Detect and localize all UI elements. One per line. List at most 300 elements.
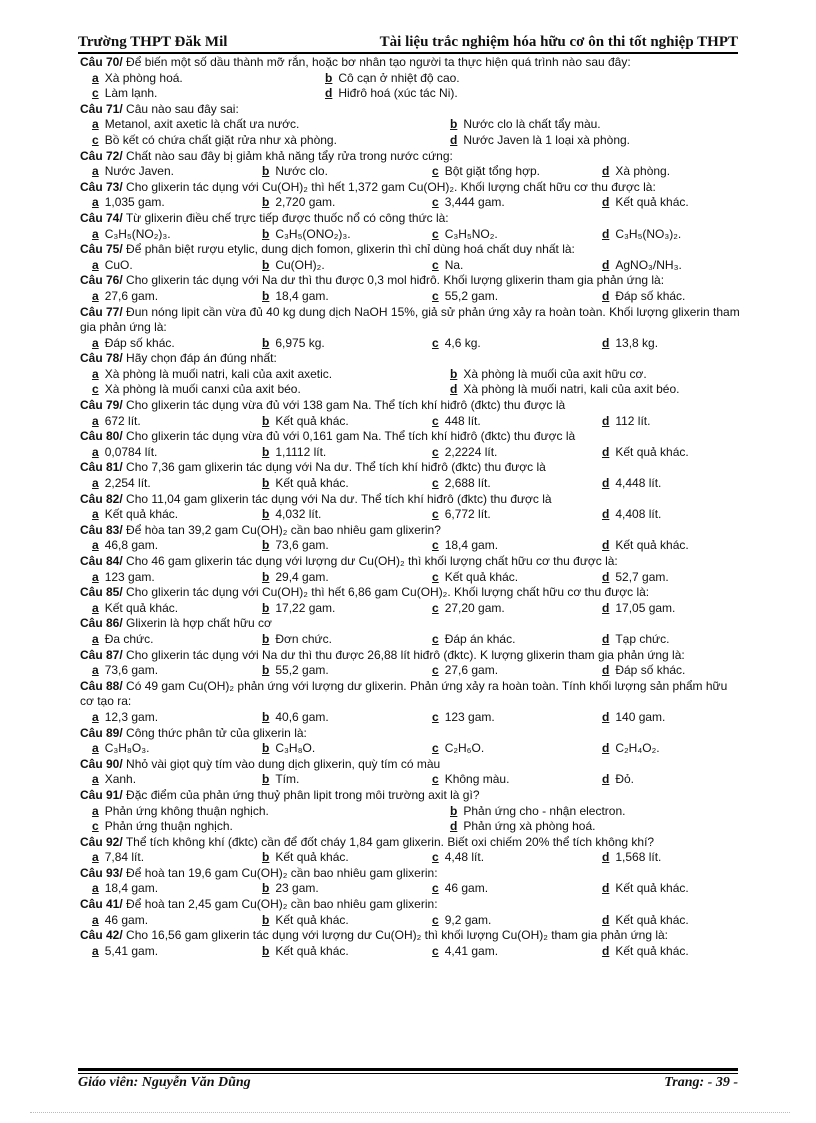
answer-option bbox=[262, 663, 329, 679]
answer-option bbox=[92, 476, 151, 492]
option-text: 18,4 gam. bbox=[275, 288, 329, 303]
question-text: Cho 46 gam glixerin tác dụng với lượng dư Cu(OH)₂ thì khối lượng chất hữu cơ thu được là: bbox=[126, 554, 618, 568]
question-text: Công thức phân tử của glixerin là: bbox=[126, 725, 307, 740]
option-letter: b bbox=[325, 70, 333, 85]
option-letter: d bbox=[602, 195, 610, 210]
question-text: Câu nào sau đây sai: bbox=[126, 101, 239, 116]
options-row bbox=[80, 819, 740, 835]
option-text: Làm lạnh. bbox=[104, 86, 158, 101]
answer-option bbox=[602, 538, 689, 554]
options-row bbox=[80, 570, 740, 586]
answer-option bbox=[432, 710, 495, 726]
answer-option bbox=[92, 710, 158, 726]
option-text: 2,688 lít. bbox=[444, 476, 491, 491]
question-stem bbox=[80, 102, 740, 118]
answer-option bbox=[262, 741, 315, 757]
question-stem bbox=[80, 835, 740, 851]
answer-option bbox=[602, 944, 689, 960]
options-row bbox=[80, 195, 740, 211]
question-text: Hãy chọn đáp án đúng nhất: bbox=[126, 351, 277, 366]
answer-option bbox=[92, 881, 158, 897]
option-text: Nước Javen. bbox=[104, 164, 174, 179]
question-text: Cho glixerin tác dụng với Cu(OH)₂ thì hết 6,86 gam Cu(OH)₂. Khối lượng chất hữu cơ thu được là: bbox=[126, 585, 650, 600]
option-letter: a bbox=[92, 226, 99, 241]
option-text: 4,41 gam. bbox=[444, 943, 499, 958]
option-letter: d bbox=[602, 444, 610, 459]
option-letter: d bbox=[602, 631, 610, 646]
answer-option bbox=[602, 507, 661, 523]
option-text: 27,20 gam. bbox=[444, 600, 505, 615]
option-letter: c bbox=[432, 881, 439, 896]
option-text: C₃H₈O₃. bbox=[104, 741, 150, 756]
option-letter: d bbox=[602, 226, 610, 241]
answer-option bbox=[92, 336, 175, 352]
option-letter: b bbox=[262, 912, 270, 927]
question-stem bbox=[80, 788, 740, 804]
option-text: Kết quả khác. bbox=[615, 444, 689, 459]
document-title: Tài liệu trắc nghiệm hóa hữu cơ ôn thi tốt nghiệp THPT bbox=[379, 34, 738, 50]
answer-option bbox=[432, 289, 498, 305]
options-row bbox=[80, 414, 740, 430]
question-list bbox=[80, 55, 740, 959]
options-row bbox=[80, 71, 740, 87]
options-row bbox=[80, 632, 740, 648]
question-number: Câu 87/ bbox=[80, 647, 123, 662]
answer-option bbox=[92, 741, 149, 757]
question-block bbox=[80, 585, 740, 616]
answer-option bbox=[432, 336, 481, 352]
question-block bbox=[80, 460, 740, 491]
question-block bbox=[80, 757, 740, 788]
answer-option bbox=[262, 570, 329, 586]
option-text: Phản ứng thuận nghịch. bbox=[104, 819, 233, 834]
question-number: Câu 93/ bbox=[80, 865, 123, 880]
answer-option bbox=[92, 538, 158, 554]
option-letter: b bbox=[262, 257, 270, 272]
option-text: C₂H₄O₂. bbox=[615, 741, 660, 756]
answer-option bbox=[602, 289, 685, 305]
answer-option bbox=[432, 538, 498, 554]
question-text: Đun nóng lipit cần vừa đủ 40 kg dung dịch NaOH 15%, giả sử phản ứng xảy ra hoàn toàn. Khối lượng glixerin tham gia phản ứng là: bbox=[80, 304, 740, 335]
question-number: Câu 85/ bbox=[80, 585, 123, 600]
answer-option bbox=[92, 850, 144, 866]
option-text: Hiđrô hoá (xúc tác Ni). bbox=[338, 86, 458, 101]
question-text: Glixerin là hợp chất hữu cơ bbox=[126, 616, 272, 631]
option-text: Nước clo là chất tẩy màu. bbox=[463, 117, 601, 132]
option-letter: b bbox=[262, 335, 270, 350]
option-text: 123 gam. bbox=[104, 569, 155, 584]
option-letter: d bbox=[602, 335, 610, 350]
option-letter: b bbox=[262, 569, 270, 584]
option-text: 4,6 kg. bbox=[444, 335, 481, 350]
answer-option bbox=[92, 804, 269, 820]
question-stem bbox=[80, 616, 740, 632]
option-letter: a bbox=[92, 772, 99, 787]
option-letter: b bbox=[262, 741, 270, 756]
option-letter: d bbox=[450, 132, 458, 147]
question-number: Câu 77/ bbox=[80, 304, 123, 319]
options-row bbox=[80, 507, 740, 523]
options-row bbox=[80, 476, 740, 492]
option-text: Đáp số khác. bbox=[104, 335, 175, 350]
question-stem bbox=[80, 305, 740, 336]
option-text: 6,772 lít. bbox=[444, 507, 491, 522]
option-letter: a bbox=[92, 709, 99, 724]
option-letter: a bbox=[92, 850, 99, 865]
answer-option bbox=[602, 476, 661, 492]
option-text: 73,6 gam. bbox=[104, 663, 159, 678]
options-row bbox=[80, 336, 740, 352]
question-stem bbox=[80, 679, 740, 710]
answer-option bbox=[602, 164, 670, 180]
option-letter: c bbox=[432, 164, 439, 179]
answer-option bbox=[450, 117, 601, 133]
option-text: 12,3 gam. bbox=[104, 709, 159, 724]
option-text: 140 gam. bbox=[615, 709, 666, 724]
question-stem bbox=[80, 928, 740, 944]
option-text: 4,408 lít. bbox=[615, 507, 662, 522]
option-text: 52,7 gam. bbox=[615, 569, 669, 584]
question-block bbox=[80, 835, 740, 866]
option-text: 73,6 gam. bbox=[275, 538, 329, 553]
question-block bbox=[80, 616, 740, 647]
option-text: C₃H₈O. bbox=[275, 741, 316, 756]
options-row bbox=[80, 258, 740, 274]
options-row bbox=[80, 133, 740, 149]
question-text: Chất nào sau đây bị giảm khả năng tẩy rửa trong nước cứng: bbox=[126, 148, 453, 163]
option-letter: b bbox=[262, 772, 270, 787]
option-letter: a bbox=[92, 663, 99, 678]
option-letter: c bbox=[432, 741, 439, 756]
question-block bbox=[80, 726, 740, 757]
answer-option bbox=[602, 258, 682, 274]
answer-option bbox=[432, 445, 497, 461]
option-letter: b bbox=[262, 663, 270, 678]
answer-option bbox=[432, 258, 463, 274]
question-block bbox=[80, 679, 740, 726]
answer-option bbox=[92, 445, 157, 461]
question-text: Cho 11,04 gam glixerin tác dụng với Na dư. Thể tích khí hiđrô (đktc) thu được là bbox=[126, 491, 552, 506]
option-text: Đỏ. bbox=[615, 772, 635, 787]
option-letter: d bbox=[602, 912, 610, 927]
option-text: Kết quả khác. bbox=[275, 943, 349, 958]
option-letter: c bbox=[432, 288, 439, 303]
option-letter: d bbox=[450, 382, 458, 397]
answer-option bbox=[92, 414, 141, 430]
option-text: 7,84 lít. bbox=[104, 850, 145, 865]
option-text: 2,254 lít. bbox=[104, 476, 151, 491]
answer-option bbox=[262, 476, 349, 492]
options-row bbox=[80, 804, 740, 820]
option-text: 23 gam. bbox=[275, 881, 319, 896]
question-text: Cho 16,56 gam glixerin tác dụng với lượng dư Cu(OH)₂ thì khối lượng Cu(OH)₂ tham gia phản ứng là: bbox=[126, 928, 668, 943]
option-letter: d bbox=[602, 600, 610, 615]
question-text: Để hoà tan 19,6 gam Cu(OH)₂ cần bao nhiêu gam glixerin: bbox=[126, 865, 438, 880]
option-text: 9,2 gam. bbox=[444, 912, 492, 927]
question-block bbox=[80, 554, 740, 585]
options-row bbox=[80, 772, 740, 788]
option-letter: c bbox=[92, 819, 99, 834]
option-letter: c bbox=[432, 476, 439, 491]
options-row bbox=[80, 913, 740, 929]
answer-option bbox=[602, 414, 650, 430]
option-text: Kết quả khác. bbox=[275, 912, 349, 927]
option-letter: b bbox=[450, 803, 458, 818]
question-text: Để hoà tan 2,45 gam Cu(OH)₂ cần bao nhiêu gam glixerin: bbox=[126, 897, 438, 912]
option-letter: a bbox=[92, 569, 99, 584]
option-text: 3,444 gam. bbox=[444, 195, 505, 210]
answer-option bbox=[432, 913, 491, 929]
question-block bbox=[80, 305, 740, 352]
question-block bbox=[80, 866, 740, 897]
footer-rule bbox=[78, 1068, 738, 1071]
answer-option bbox=[262, 507, 321, 523]
answer-option bbox=[262, 632, 332, 648]
answer-option bbox=[262, 336, 325, 352]
question-text: Có 49 gam Cu(OH)₂ phản ứng với lượng dư glixerin. Phản ứng xảy ra hoàn toàn. Tính khối lượng sản phẩm hữu cơ tạo ra: bbox=[80, 678, 728, 709]
answer-option bbox=[92, 819, 233, 835]
question-number: Câu 78/ bbox=[80, 351, 123, 366]
answer-option bbox=[602, 570, 669, 586]
answer-option bbox=[432, 414, 481, 430]
option-text: Kết quả khác. bbox=[104, 600, 179, 615]
option-letter: a bbox=[92, 507, 99, 522]
option-text: AgNO₃/NH₃. bbox=[615, 257, 682, 272]
question-number: Câu 88/ bbox=[80, 678, 123, 693]
answer-option bbox=[92, 71, 183, 87]
option-text: 0,0784 lít. bbox=[104, 444, 158, 459]
question-number: Câu 42/ bbox=[80, 928, 123, 943]
option-letter: c bbox=[432, 257, 439, 272]
option-text: Bồ kết có chứa chất giặt rửa như xà phòng. bbox=[104, 132, 337, 147]
answer-option bbox=[450, 804, 625, 820]
option-text: Kết quả khác. bbox=[275, 850, 349, 865]
option-letter: b bbox=[262, 850, 270, 865]
question-block bbox=[80, 211, 740, 242]
question-block bbox=[80, 398, 740, 429]
question-text: Cho 7,36 gam glixerin tác dụng với Na dư. Thể tích khí hiđrô (đktc) thu được là bbox=[126, 460, 546, 475]
option-letter: a bbox=[92, 70, 99, 85]
option-text: 1,035 gam. bbox=[104, 195, 165, 210]
option-text: Kết quả khác. bbox=[275, 476, 349, 491]
option-letter: a bbox=[92, 741, 99, 756]
option-letter: c bbox=[432, 709, 439, 724]
question-text: Nhỏ vài giọt quỳ tím vào dung dịch glixerin, quỳ tím có màu bbox=[126, 756, 441, 771]
question-number: Câu 75/ bbox=[80, 242, 123, 257]
option-letter: c bbox=[92, 86, 99, 101]
option-text: Tạp chức. bbox=[615, 631, 670, 646]
answer-option bbox=[602, 710, 665, 726]
option-text: Xà phòng là muối canxi của axit béo. bbox=[104, 382, 301, 397]
option-text: Cô cạn ở nhiệt độ cao. bbox=[338, 70, 460, 85]
option-letter: b bbox=[262, 631, 270, 646]
question-stem bbox=[80, 242, 740, 258]
option-letter: d bbox=[602, 881, 610, 896]
question-stem bbox=[80, 897, 740, 913]
option-letter: a bbox=[92, 912, 99, 927]
options-row bbox=[80, 117, 740, 133]
question-block bbox=[80, 351, 740, 398]
answer-option bbox=[262, 414, 349, 430]
answer-option bbox=[602, 772, 634, 788]
question-number: Câu 90/ bbox=[80, 756, 123, 771]
option-text: 448 lít. bbox=[444, 413, 481, 428]
question-block bbox=[80, 55, 740, 102]
option-text: 1,1112 lít. bbox=[275, 444, 327, 459]
option-letter: d bbox=[602, 772, 610, 787]
answer-option bbox=[262, 710, 329, 726]
option-letter: c bbox=[432, 772, 439, 787]
options-row bbox=[80, 741, 740, 757]
answer-option bbox=[92, 258, 133, 274]
option-text: 4,448 lít. bbox=[615, 476, 662, 491]
option-letter: c bbox=[432, 850, 439, 865]
option-letter: b bbox=[262, 444, 270, 459]
answer-option bbox=[262, 289, 329, 305]
question-block bbox=[80, 788, 740, 835]
option-text: 18,4 gam. bbox=[104, 881, 159, 896]
option-text: Không màu. bbox=[444, 772, 510, 787]
option-letter: c bbox=[92, 132, 99, 147]
option-letter: c bbox=[432, 912, 439, 927]
option-letter: b bbox=[262, 413, 270, 428]
option-text: 112 lít. bbox=[615, 413, 651, 428]
question-stem bbox=[80, 648, 740, 664]
option-letter: d bbox=[602, 538, 610, 553]
answer-option bbox=[92, 382, 301, 398]
options-row bbox=[80, 881, 740, 897]
answer-option bbox=[602, 336, 658, 352]
option-letter: a bbox=[92, 195, 99, 210]
options-row bbox=[80, 663, 740, 679]
page-header bbox=[78, 34, 738, 54]
answer-option bbox=[432, 944, 498, 960]
answer-option bbox=[262, 258, 325, 274]
option-text: 17,05 gam. bbox=[615, 600, 676, 615]
option-text: Xà phòng. bbox=[615, 164, 671, 179]
answer-option bbox=[325, 71, 460, 87]
option-letter: a bbox=[92, 631, 99, 646]
question-block bbox=[80, 429, 740, 460]
option-letter: a bbox=[92, 600, 99, 615]
answer-option bbox=[262, 164, 328, 180]
options-row bbox=[80, 445, 740, 461]
option-text: Xà phòng là muối của axit hữu cơ. bbox=[463, 366, 647, 381]
answer-option bbox=[92, 772, 136, 788]
option-letter: b bbox=[262, 538, 270, 553]
answer-option bbox=[92, 133, 337, 149]
option-text: C₃H₅(ONO₂)₃. bbox=[275, 226, 351, 241]
option-letter: c bbox=[92, 382, 99, 397]
question-block bbox=[80, 897, 740, 928]
option-text: Đáp án khác. bbox=[444, 631, 516, 646]
option-text: 17,22 gam. bbox=[275, 600, 336, 615]
answer-option bbox=[262, 944, 349, 960]
option-letter: a bbox=[92, 164, 99, 179]
question-stem bbox=[80, 398, 740, 414]
answer-option bbox=[262, 227, 351, 243]
options-row bbox=[80, 382, 740, 398]
option-letter: a bbox=[92, 335, 99, 350]
answer-option bbox=[262, 445, 326, 461]
answer-option bbox=[92, 632, 153, 648]
answer-option bbox=[432, 570, 518, 586]
answer-option bbox=[602, 881, 689, 897]
option-text: C₃H₅(NO₂)₃. bbox=[104, 226, 171, 241]
options-row bbox=[80, 164, 740, 180]
option-text: Nước clo. bbox=[275, 164, 328, 179]
answer-option bbox=[432, 772, 509, 788]
answer-option bbox=[92, 663, 158, 679]
question-stem bbox=[80, 757, 740, 773]
answer-option bbox=[92, 117, 299, 133]
question-stem bbox=[80, 273, 740, 289]
answer-option bbox=[92, 913, 148, 929]
option-text: Xà phòng là muối natri, kali của axit béo. bbox=[463, 382, 680, 397]
option-text: Kết quả khác. bbox=[615, 912, 689, 927]
question-number: Câu 81/ bbox=[80, 460, 123, 475]
question-block bbox=[80, 523, 740, 554]
header-rule bbox=[78, 52, 738, 54]
option-text: Kết quả khác. bbox=[104, 507, 179, 522]
answer-option bbox=[432, 741, 484, 757]
option-text: Tím. bbox=[275, 772, 300, 787]
page-footer bbox=[78, 1075, 738, 1095]
answer-option bbox=[92, 570, 155, 586]
answer-option bbox=[92, 944, 158, 960]
option-text: 123 gam. bbox=[444, 709, 495, 724]
option-text: Kết quả khác. bbox=[615, 195, 689, 210]
option-text: 29,4 gam. bbox=[275, 569, 329, 584]
question-stem bbox=[80, 55, 740, 71]
option-letter: b bbox=[262, 881, 270, 896]
option-text: 2,2224 lít. bbox=[444, 444, 498, 459]
question-block bbox=[80, 648, 740, 679]
option-letter: b bbox=[262, 507, 270, 522]
option-text: 13,8 kg. bbox=[615, 335, 659, 350]
question-text: Từ glixerin điều chế trực tiếp được thuốc nổ có công thức là: bbox=[125, 210, 449, 225]
option-text: Phản ứng cho - nhận electron. bbox=[463, 803, 626, 818]
option-letter: c bbox=[432, 226, 439, 241]
question-text: Cho glixerin tác dụng với Cu(OH)₂ thì hết 1,372 gam Cu(OH)₂. Khối lượng chất hữu cơ thu được là: bbox=[126, 179, 656, 194]
option-letter: a bbox=[92, 117, 99, 132]
option-text: 27,6 gam. bbox=[444, 663, 499, 678]
options-row bbox=[80, 850, 740, 866]
option-letter: a bbox=[92, 476, 99, 491]
option-letter: d bbox=[602, 943, 610, 958]
question-stem bbox=[80, 726, 740, 742]
option-letter: c bbox=[432, 444, 439, 459]
option-letter: d bbox=[325, 86, 333, 101]
option-text: Kết quả khác. bbox=[615, 538, 689, 553]
question-stem bbox=[80, 585, 740, 601]
question-number: Câu 92/ bbox=[80, 834, 123, 849]
answer-option bbox=[92, 86, 157, 102]
question-stem bbox=[80, 429, 740, 445]
option-letter: a bbox=[92, 538, 99, 553]
option-letter: b bbox=[262, 476, 270, 491]
option-text: 55,2 gam. bbox=[275, 663, 329, 678]
question-stem bbox=[80, 211, 740, 227]
answer-option bbox=[602, 741, 660, 757]
option-letter: b bbox=[262, 226, 270, 241]
option-letter: b bbox=[262, 195, 270, 210]
answer-option bbox=[92, 289, 158, 305]
option-letter: a bbox=[92, 366, 99, 381]
answer-option bbox=[432, 632, 515, 648]
option-text: 46 gam. bbox=[104, 912, 149, 927]
answer-option bbox=[92, 164, 174, 180]
